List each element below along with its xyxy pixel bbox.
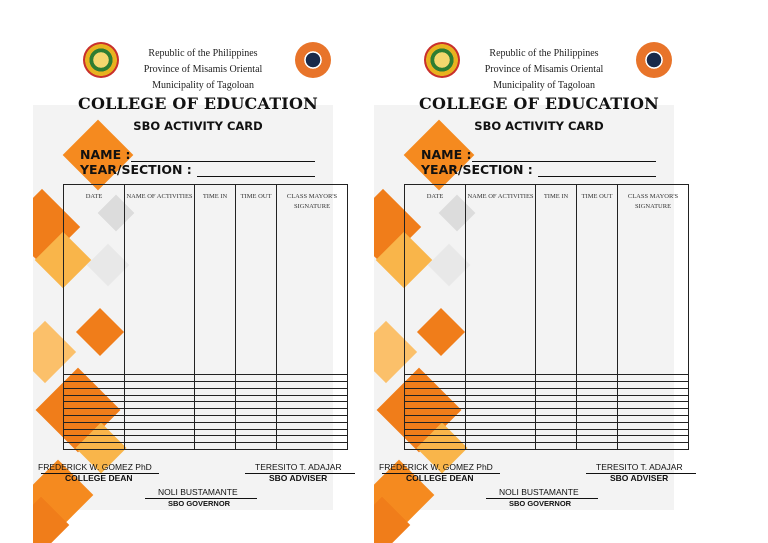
table-row [64, 375, 348, 382]
table-cell[interactable] [125, 415, 195, 422]
table-cell[interactable] [577, 436, 618, 443]
table-cell[interactable] [618, 402, 689, 409]
table-row [64, 395, 348, 402]
table-cell[interactable] [405, 402, 466, 409]
governor-name: NOLI BUSTAMANTE [158, 487, 238, 497]
table-cell[interactable] [536, 395, 577, 402]
table-cell[interactable] [236, 402, 277, 409]
card-title: SBO ACTIVITY CARD [133, 119, 263, 133]
table-row [405, 402, 689, 409]
column-header: TIME IN [536, 185, 577, 375]
table-cell[interactable] [536, 388, 577, 395]
table-cell[interactable] [405, 382, 466, 389]
table-cell[interactable] [125, 429, 195, 436]
table-cell[interactable] [277, 415, 348, 422]
table-cell[interactable] [405, 395, 466, 402]
adviser-title: SBO ADVISER [269, 473, 328, 483]
table-cell[interactable] [618, 436, 689, 443]
dean-name: FREDERICK W. GOMEZ PhD [38, 462, 152, 472]
table-row [64, 436, 348, 443]
table-cell[interactable] [195, 375, 236, 382]
table-cell[interactable] [577, 375, 618, 382]
table-cell[interactable] [618, 422, 689, 429]
table-cell[interactable] [466, 436, 536, 443]
table-row [64, 382, 348, 389]
table-cell[interactable] [277, 409, 348, 416]
section-label: YEAR/SECTION : [80, 162, 192, 177]
table-cell[interactable] [236, 415, 277, 422]
table-cell[interactable] [618, 429, 689, 436]
table-cell[interactable] [466, 443, 536, 450]
table-cell[interactable] [236, 436, 277, 443]
column-header: NAME OF ACTIVITIES [125, 185, 195, 375]
table-cell[interactable] [466, 415, 536, 422]
attendance-table [63, 184, 348, 450]
municipality-text: Municipality of Tagoloan [152, 80, 254, 91]
table-cell[interactable] [618, 375, 689, 382]
table-cell[interactable] [577, 402, 618, 409]
table-cell[interactable] [618, 415, 689, 422]
table-row [405, 375, 689, 382]
table-cell[interactable] [125, 409, 195, 416]
table-cell[interactable] [536, 429, 577, 436]
table-cell[interactable] [277, 382, 348, 389]
table-cell[interactable] [577, 443, 618, 450]
table-row [405, 422, 689, 429]
table-cell[interactable] [64, 422, 125, 429]
table-cell[interactable] [64, 382, 125, 389]
table-cell[interactable] [466, 395, 536, 402]
table-cell[interactable] [577, 415, 618, 422]
table-cell[interactable] [277, 375, 348, 382]
column-header: TIME OUT [577, 185, 618, 375]
section-line[interactable] [197, 176, 315, 177]
table-cell[interactable] [236, 443, 277, 450]
table-cell[interactable] [195, 402, 236, 409]
table-cell[interactable] [277, 422, 348, 429]
table-cell[interactable] [277, 402, 348, 409]
table-cell[interactable] [577, 429, 618, 436]
table-cell[interactable] [577, 382, 618, 389]
table-cell[interactable] [536, 382, 577, 389]
table-cell[interactable] [466, 382, 536, 389]
table-row [405, 429, 689, 436]
table-cell[interactable] [405, 415, 466, 422]
table-row [64, 429, 348, 436]
table-cell[interactable] [236, 375, 277, 382]
adviser-name: TERESITO T. ADAJAR [255, 462, 342, 472]
column-header: DATE [64, 185, 125, 375]
table-cell[interactable] [195, 409, 236, 416]
table-cell[interactable] [195, 422, 236, 429]
table-cell[interactable] [577, 422, 618, 429]
table-cell[interactable] [405, 388, 466, 395]
table-cell[interactable] [125, 382, 195, 389]
table-cell[interactable] [277, 429, 348, 436]
governor-title: SBO GOVERNOR [509, 499, 572, 508]
table-cell[interactable] [466, 375, 536, 382]
table-row [64, 409, 348, 416]
province-text: Province of Misamis Oriental [484, 64, 604, 75]
table-cell[interactable] [236, 422, 277, 429]
table-cell[interactable] [277, 443, 348, 450]
table-cell[interactable] [64, 429, 125, 436]
table-cell[interactable] [466, 429, 536, 436]
table-cell[interactable] [405, 422, 466, 429]
activity-card-right [374, 0, 704, 543]
table-cell[interactable] [236, 395, 277, 402]
table-cell[interactable] [64, 388, 125, 395]
table-cell[interactable] [618, 388, 689, 395]
republic-text: Republic of the Philippines [148, 48, 258, 59]
column-header: CLASS MAYOR'S SIGNATURE [618, 185, 689, 375]
table-row [405, 395, 689, 402]
table-cell[interactable] [536, 402, 577, 409]
table-row [405, 382, 689, 389]
table-row [405, 415, 689, 422]
table-row [405, 443, 689, 450]
table-cell[interactable] [618, 395, 689, 402]
governor-name: NOLI BUSTAMANTE [499, 487, 579, 497]
table-cell[interactable] [405, 429, 466, 436]
name-label: NAME : [80, 147, 131, 162]
table-row [64, 415, 348, 422]
table-cell[interactable] [536, 375, 577, 382]
attendance-table [404, 184, 689, 450]
table-cell[interactable] [577, 388, 618, 395]
table-cell[interactable] [536, 422, 577, 429]
table-cell[interactable] [536, 415, 577, 422]
governor-title: SBO GOVERNOR [168, 499, 231, 508]
table-header-row [64, 185, 348, 375]
table-cell[interactable] [195, 429, 236, 436]
table-cell[interactable] [277, 388, 348, 395]
table-cell[interactable] [277, 395, 348, 402]
table-cell[interactable] [125, 375, 195, 382]
table-cell[interactable] [618, 443, 689, 450]
table-cell[interactable] [236, 382, 277, 389]
table-cell[interactable] [195, 436, 236, 443]
table-cell[interactable] [536, 409, 577, 416]
table-row [64, 443, 348, 450]
table-cell[interactable] [64, 375, 125, 382]
table-row [405, 436, 689, 443]
table-cell[interactable] [405, 436, 466, 443]
activity-card-left [33, 0, 363, 543]
table-cell[interactable] [466, 409, 536, 416]
table-cell[interactable] [236, 388, 277, 395]
table-cell[interactable] [405, 443, 466, 450]
table-cell[interactable] [618, 382, 689, 389]
column-header: NAME OF ACTIVITIES [466, 185, 536, 375]
table-cell[interactable] [405, 409, 466, 416]
table-cell[interactable] [195, 415, 236, 422]
table-cell[interactable] [405, 375, 466, 382]
table-cell[interactable] [195, 382, 236, 389]
table-cell[interactable] [64, 409, 125, 416]
adviser-title: SBO ADVISER [610, 473, 669, 483]
table-cell[interactable] [64, 436, 125, 443]
table-cell[interactable] [195, 443, 236, 450]
table-row [64, 388, 348, 395]
province-text: Province of Misamis Oriental [143, 64, 263, 75]
college-title: COLLEGE OF EDUCATION [78, 94, 318, 113]
table-row [405, 409, 689, 416]
table-row [64, 422, 348, 429]
table-cell[interactable] [466, 402, 536, 409]
table-cell[interactable] [64, 402, 125, 409]
column-header: TIME OUT [236, 185, 277, 375]
college-title: COLLEGE OF EDUCATION [419, 94, 659, 113]
column-header: TIME IN [195, 185, 236, 375]
table-cell[interactable] [195, 388, 236, 395]
adviser-name: TERESITO T. ADAJAR [596, 462, 683, 472]
table-cell[interactable] [64, 395, 125, 402]
section-line[interactable] [538, 176, 656, 177]
column-header: DATE [405, 185, 466, 375]
table-cell[interactable] [577, 409, 618, 416]
table-row [405, 388, 689, 395]
dean-title: COLLEGE DEAN [406, 473, 474, 483]
table-cell[interactable] [125, 436, 195, 443]
dean-title: COLLEGE DEAN [65, 473, 133, 483]
table-cell[interactable] [195, 395, 236, 402]
table-cell[interactable] [125, 422, 195, 429]
table-cell[interactable] [125, 402, 195, 409]
section-label: YEAR/SECTION : [421, 162, 533, 177]
table-cell[interactable] [618, 409, 689, 416]
table-header-row [405, 185, 689, 375]
table-cell[interactable] [277, 436, 348, 443]
card-title: SBO ACTIVITY CARD [474, 119, 604, 133]
dean-name: FREDERICK W. GOMEZ PhD [379, 462, 493, 472]
table-cell[interactable] [536, 436, 577, 443]
table-cell[interactable] [64, 415, 125, 422]
table-cell[interactable] [466, 388, 536, 395]
table-row [64, 402, 348, 409]
table-cell[interactable] [536, 443, 577, 450]
table-cell[interactable] [236, 409, 277, 416]
table-cell[interactable] [125, 443, 195, 450]
table-cell[interactable] [236, 429, 277, 436]
table-cell[interactable] [577, 395, 618, 402]
municipality-text: Municipality of Tagoloan [493, 80, 595, 91]
table-cell[interactable] [64, 443, 125, 450]
name-label: NAME : [421, 147, 472, 162]
table-cell[interactable] [466, 422, 536, 429]
column-header: CLASS MAYOR'S SIGNATURE [277, 185, 348, 375]
table-cell[interactable] [125, 395, 195, 402]
table-cell[interactable] [125, 388, 195, 395]
republic-text: Republic of the Philippines [489, 48, 599, 59]
